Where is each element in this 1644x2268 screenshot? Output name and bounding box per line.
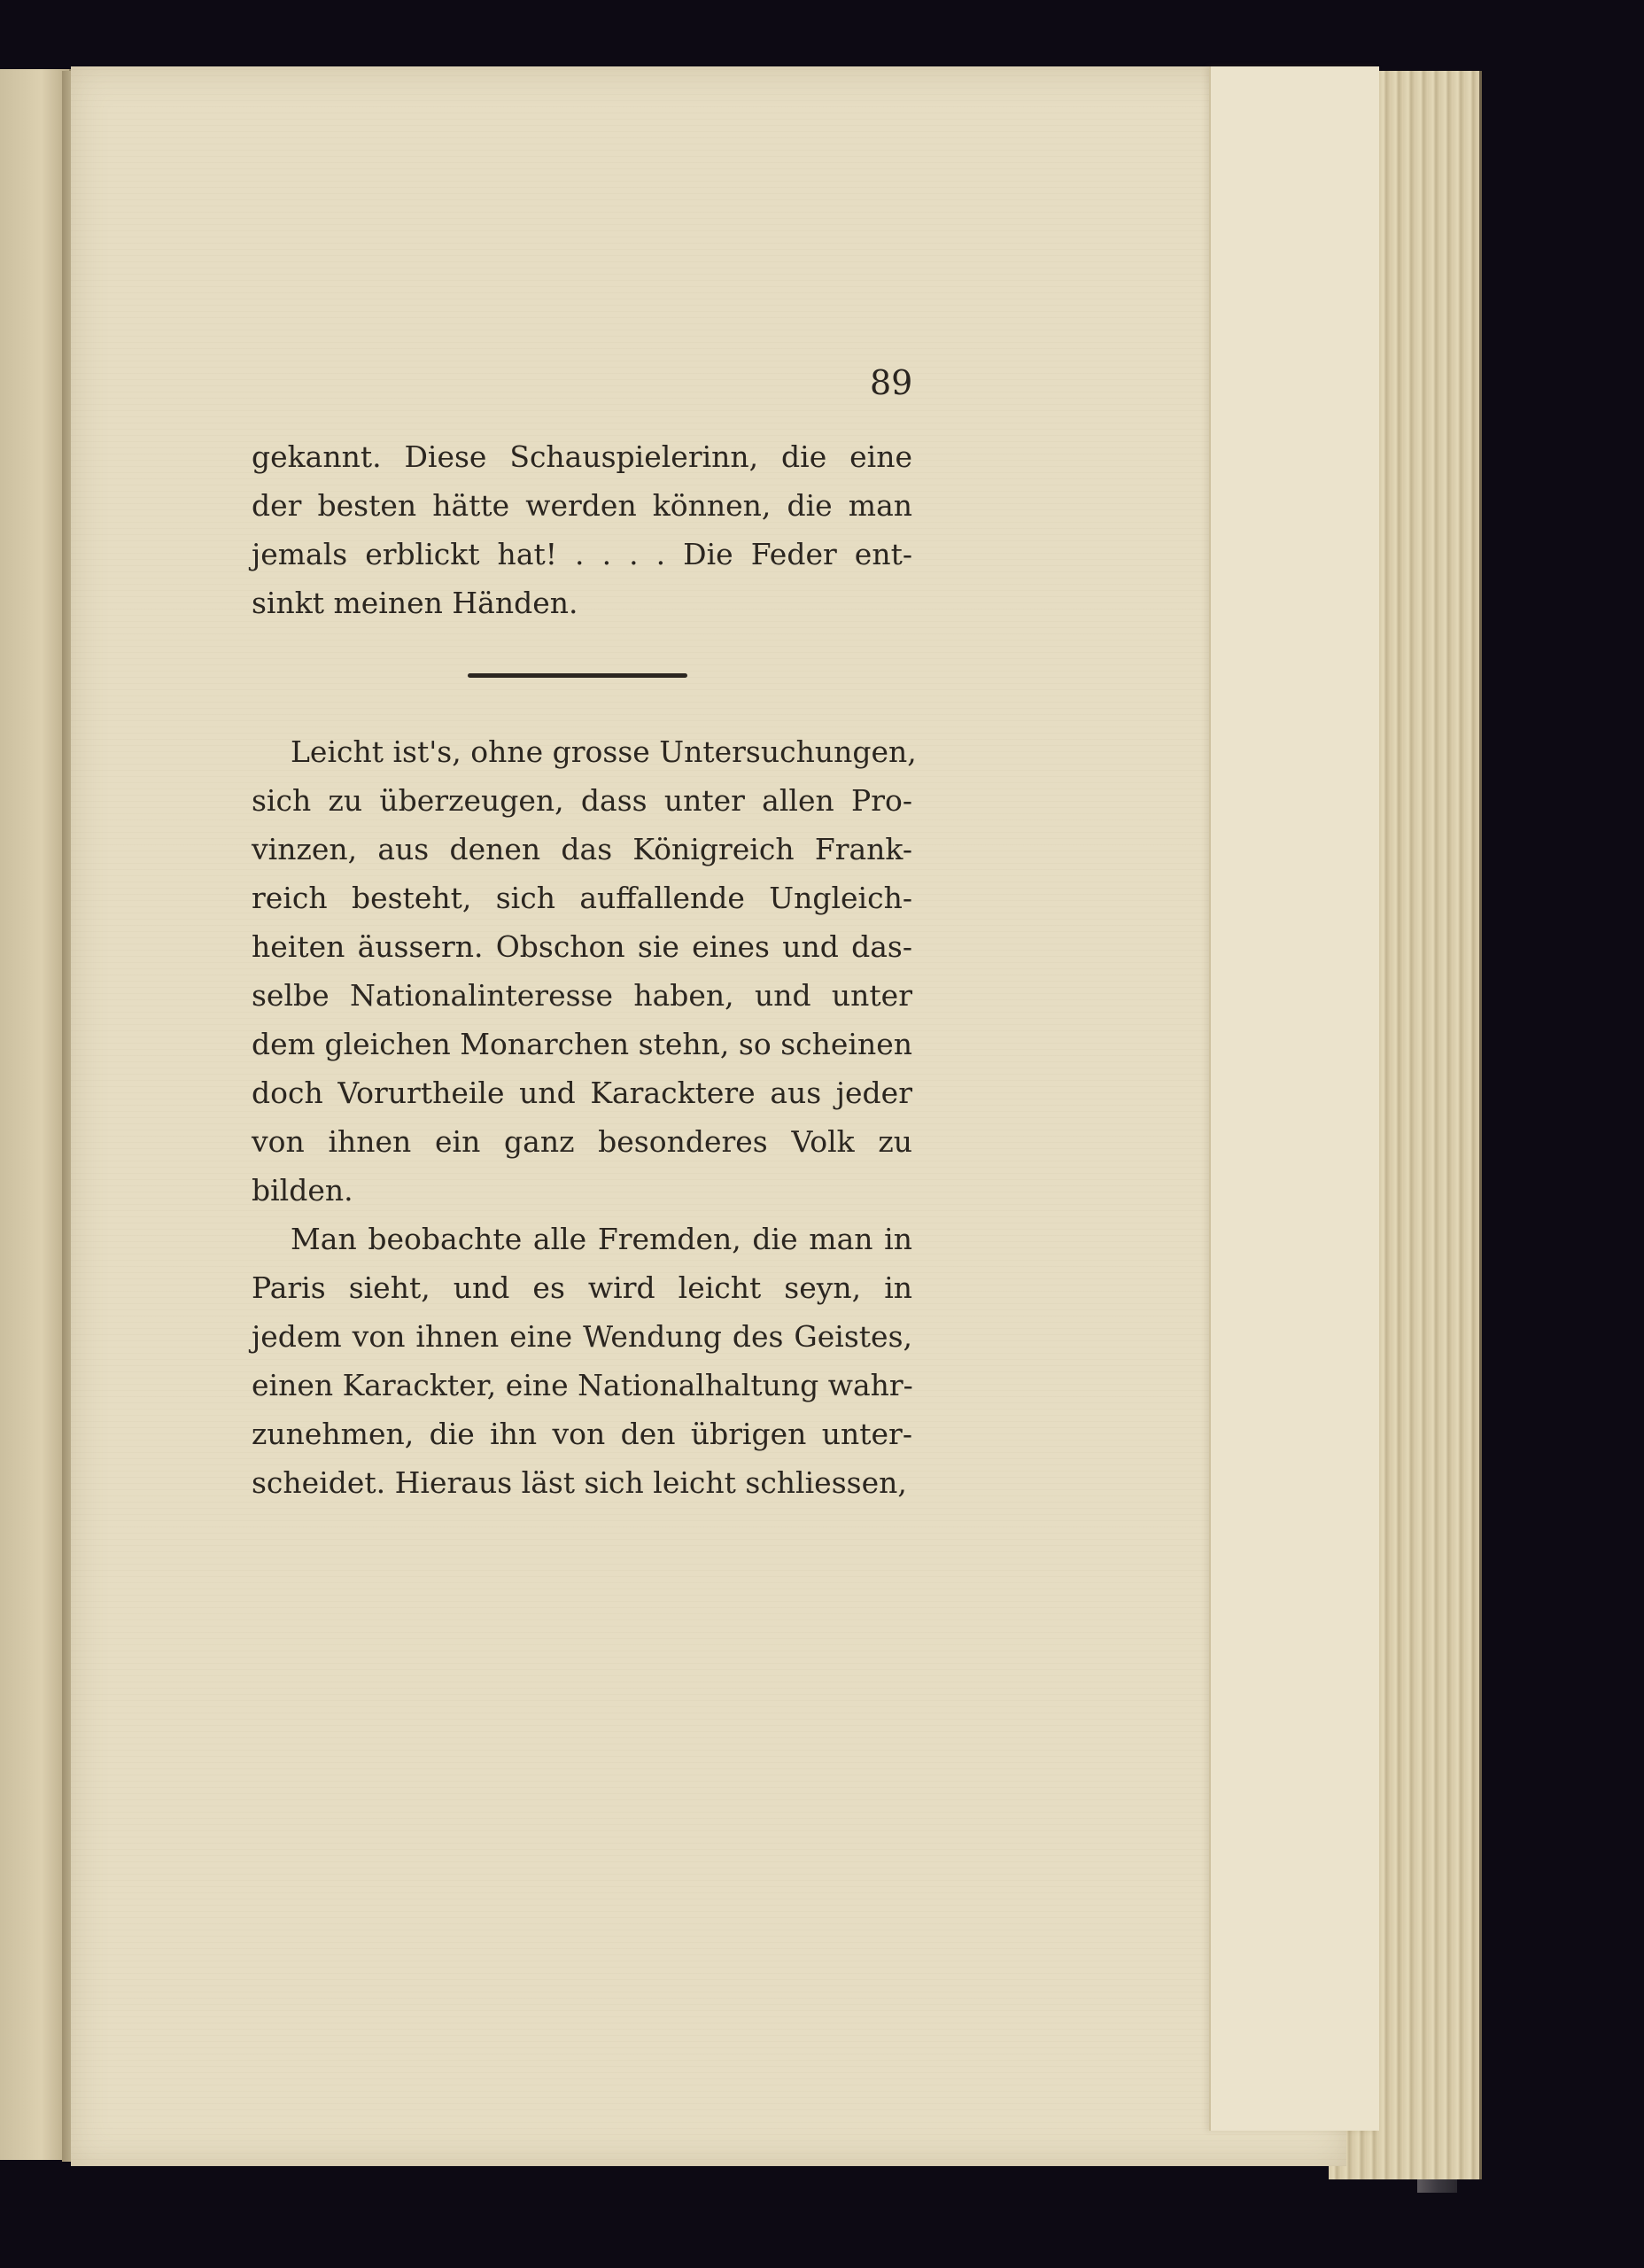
text-line: jemals erblickt hat! . . . . Die Feder ent- [252,537,912,571]
text-line: jedem von ihnen eine Wendung des Geistes, [252,1319,912,1354]
text-line: sinkt meinen Händen. [252,586,578,620]
paragraph-2 [252,727,917,1215]
text-line: der besten hätte werden können, die man [252,488,912,523]
page-flap [1209,66,1379,2131]
page-text [252,432,917,1507]
text-line: sich zu überzeugen, dass unter allen Pro- [252,783,912,818]
text-line: doch Vorurtheile und Karacktere aus jeder [252,1076,912,1110]
paragraph-3 [252,1215,912,1507]
text-line: reich besteht, sich auffallende Ungleich- [252,881,912,915]
text-line: heiten äussern. Obschon sie eines und das- [252,929,912,964]
text-line: zunehmen, die ihn von den übrigen unter- [252,1417,912,1451]
text-line: Leicht ist's, ohne grosse Untersuchungen, [291,734,917,769]
text-line: Paris sieht, und es wird leicht seyn, in [252,1270,912,1305]
text-line: gekannt. Diese Schauspielerinn, die eine [252,439,912,474]
facing-page-edge [0,69,71,2160]
text-line: einen Karackter, eine Nationalhaltung wahr- [252,1368,913,1402]
text-line: scheidet. Hieraus läst sich leicht schliessen, [252,1465,907,1500]
text-line: vinzen, aus denen das Königreich Frank- [252,832,912,866]
text-line: von ihnen ein ganz besonderes Volk zu [252,1124,912,1159]
paragraph-1 [252,432,912,627]
divider-space [252,627,912,727]
text-line: selbe Nationalinteresse haben, und unter [252,978,912,1013]
text-line: bilden. [252,1173,353,1208]
text-line: Man beobachte alle Fremden, die man in [291,1222,912,1256]
text-line: dem gleichen Monarchen stehn, so scheinen [252,1027,912,1061]
page-number: 89 [870,363,913,402]
